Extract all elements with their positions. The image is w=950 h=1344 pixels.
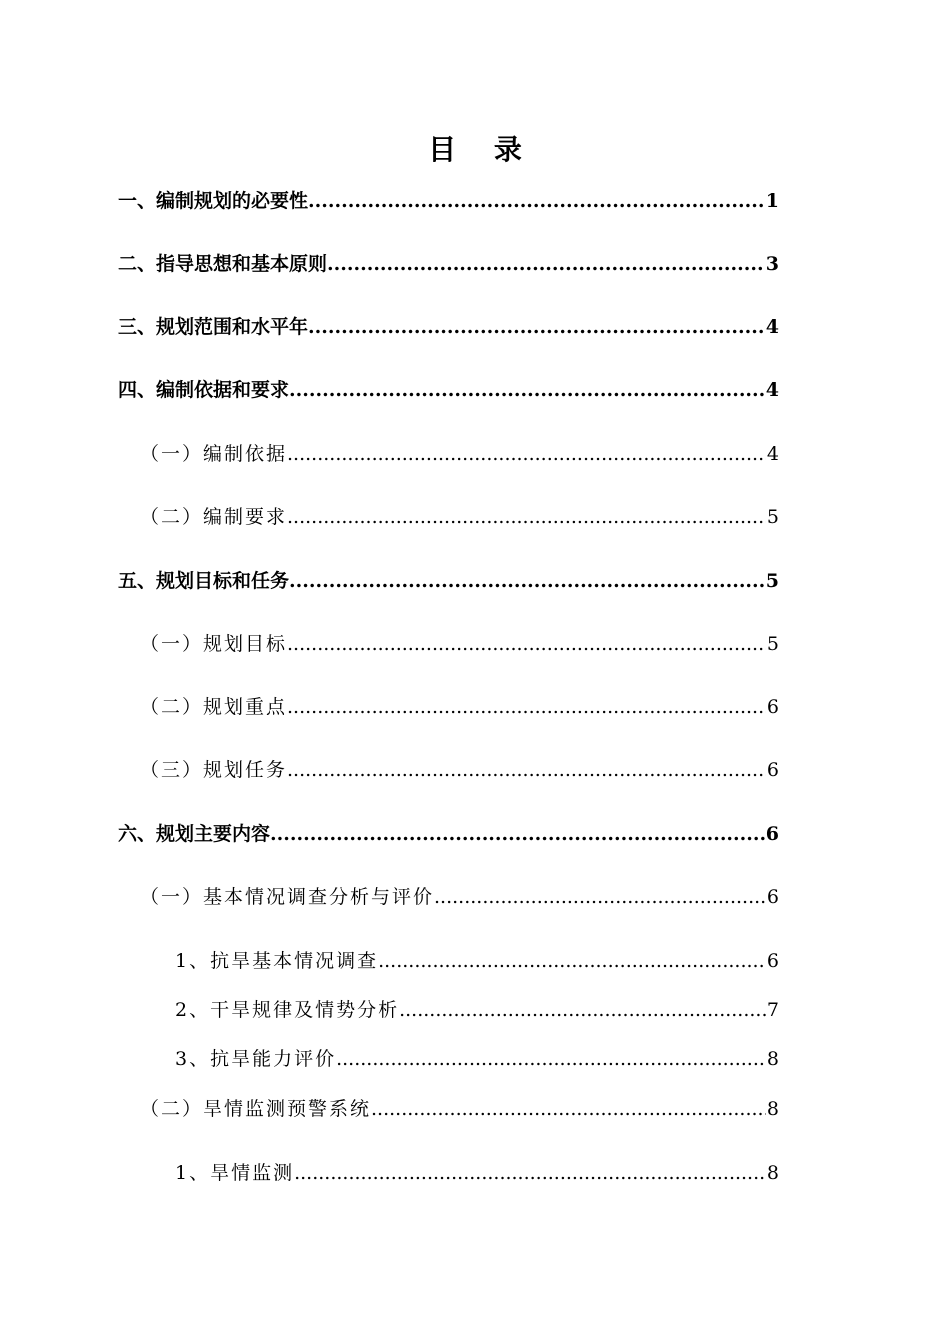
toc-entry-2[interactable]: [118, 250, 779, 278]
toc-dot-leader: [289, 567, 765, 595]
toc-dot-leader: [434, 883, 766, 911]
toc-dot-leader: [308, 187, 765, 215]
toc-page-number: 6: [766, 696, 779, 718]
toc-entry-6-1[interactable]: [140, 883, 779, 911]
toc-entry-label: 3、抗旱能力评价: [175, 1048, 337, 1070]
toc-entry-label: 四、编制依据和要求: [118, 379, 290, 401]
toc-entry-label: （二）规划重点: [140, 696, 288, 718]
toc-entry-label: （一）规划目标: [140, 633, 288, 655]
toc-entry-label: 2、干旱规律及情势分析: [175, 999, 400, 1021]
toc-page-number: 1: [765, 190, 779, 212]
toc-entry-6-1-1[interactable]: [175, 947, 779, 975]
toc-dot-leader: [287, 440, 766, 468]
toc-entry-label: （二）编制要求: [140, 506, 288, 528]
toc-page-number: 7: [766, 999, 779, 1021]
toc-entry-label: 五、规划目标和任务: [118, 570, 290, 592]
toc-entry-4[interactable]: [118, 376, 779, 404]
toc-dot-leader: [378, 947, 766, 975]
toc-entry-4-1[interactable]: [140, 440, 779, 468]
toc-page-number: 5: [766, 506, 779, 528]
toc-page-number: 4: [765, 316, 779, 338]
toc-page-number: 6: [765, 823, 779, 845]
toc-dot-leader: [287, 756, 766, 784]
toc-entry-1[interactable]: [118, 187, 779, 215]
toc-entry-6-1-3[interactable]: [175, 1045, 779, 1073]
toc-entry-5-1[interactable]: [140, 630, 779, 658]
toc-entry-6-2[interactable]: [140, 1095, 779, 1123]
toc-page-number: 4: [765, 379, 779, 401]
toc-page-number: 6: [766, 759, 779, 781]
toc-dot-leader: [287, 503, 766, 531]
toc-page-number: 4: [766, 443, 779, 465]
toc-entry-label: （一）基本情况调查分析与评价: [140, 886, 435, 908]
toc-dot-leader: [294, 1159, 766, 1187]
toc-dot-leader: [327, 250, 765, 278]
toc-entry-6-1-2[interactable]: [175, 996, 779, 1024]
toc-entry-3[interactable]: [118, 313, 779, 341]
toc-entry-label: 三、规划范围和水平年: [118, 316, 309, 338]
toc-entry-label: （二）旱情监测预警系统: [140, 1098, 372, 1120]
toc-dot-leader: [336, 1045, 766, 1073]
toc-entry-label: （三）规划任务: [140, 759, 288, 781]
toc-entry-4-2[interactable]: [140, 503, 779, 531]
toc-dot-leader: [287, 630, 766, 658]
toc-page-number: 3: [765, 253, 779, 275]
toc-dot-leader: [289, 376, 765, 404]
toc-entry-5-3[interactable]: [140, 756, 779, 784]
page-title: 目 录: [428, 133, 536, 166]
toc-dot-leader: [308, 313, 765, 341]
toc-dot-leader: [270, 820, 765, 848]
toc-page-number: 6: [766, 950, 779, 972]
toc-dot-leader: [287, 693, 766, 721]
toc-entry-label: 一、编制规划的必要性: [118, 190, 309, 212]
toc-page-number: 8: [766, 1162, 779, 1184]
toc-dot-leader: [371, 1095, 766, 1123]
toc-entry-5[interactable]: [118, 567, 779, 595]
toc-dot-leader: [399, 996, 766, 1024]
toc-entry-label: 1、抗旱基本情况调查: [175, 950, 379, 972]
toc-entry-label: 六、规划主要内容: [118, 823, 271, 845]
toc-page-number: 8: [766, 1048, 779, 1070]
toc-page-number: 5: [765, 570, 779, 592]
toc-entry-6-2-1[interactable]: [175, 1159, 779, 1187]
toc-entry-label: （一）编制依据: [140, 443, 288, 465]
toc-entry-label: 二、指导思想和基本原则: [118, 253, 328, 275]
toc-entry-6[interactable]: [118, 820, 779, 848]
toc-entry-label: 1、旱情监测: [175, 1162, 295, 1184]
toc-page-number: 5: [766, 633, 779, 655]
toc-entry-5-2[interactable]: [140, 693, 779, 721]
toc-page-number: 8: [766, 1098, 779, 1120]
toc-page-number: 6: [766, 886, 779, 908]
